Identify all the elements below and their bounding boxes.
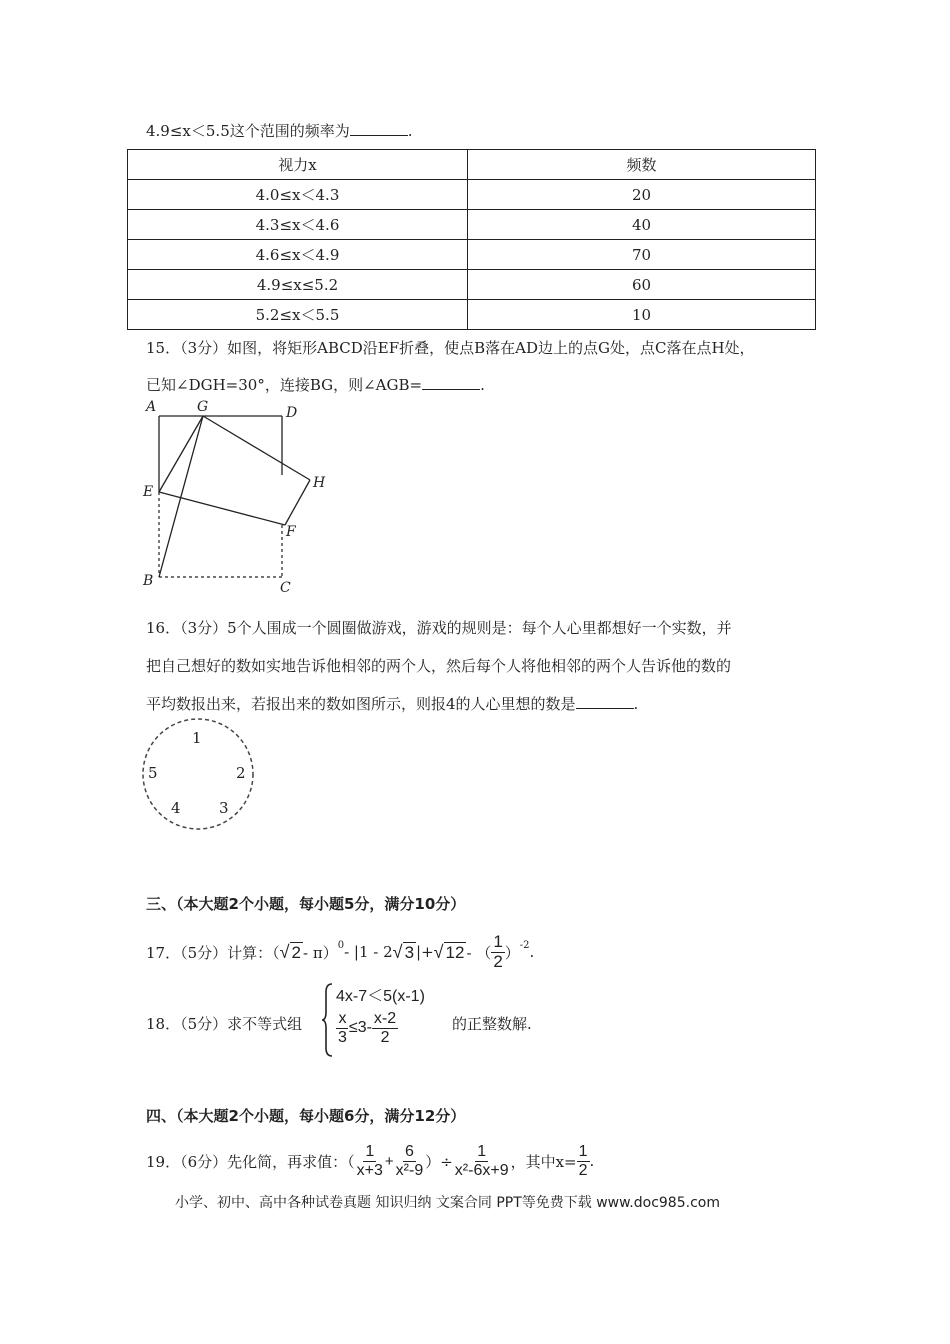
segment-bg (159, 416, 203, 577)
answer-blank (576, 696, 634, 709)
table-cell: 4.6≤x＜4.9 (128, 240, 468, 270)
sqrt-symbol: √ (392, 941, 403, 962)
table-cell: 10 (468, 300, 816, 330)
denominator: 2 (380, 1028, 390, 1046)
q19-line (146, 1137, 594, 1185)
table-cell: 20 (468, 180, 816, 210)
q19-end: . (589, 1152, 595, 1170)
section-3-title: 三、（本大题2个小题，每小题5分，满分10分） (146, 895, 466, 913)
where-clause: ，其中x= (510, 1152, 577, 1171)
numerator: 1 (365, 1142, 375, 1160)
radicand-2: 2 (291, 942, 301, 962)
numerator: 6 (404, 1142, 414, 1160)
numerator: x (338, 1010, 347, 1027)
label-g: G (197, 399, 209, 415)
label-e: E (143, 484, 154, 500)
fraction-x-minus-2-over-2 (372, 1010, 398, 1046)
segment-ge (159, 416, 203, 492)
footer-text: 小学、初中、高中各种试卷真题 知识归纳 文案合同 PPT等免费下载 www.doc985.com (175, 1195, 720, 1211)
frequency-table (127, 149, 816, 330)
circle-number: 2 (236, 764, 246, 782)
sqrt-symbol: √ (433, 941, 444, 962)
q16-line2: 把自己想好的数如实地告诉他相邻的两个人，然后每个人将他相邻的两个人告诉他的数的 (146, 657, 732, 675)
answer-blank (422, 377, 480, 390)
table-cell: 60 (468, 270, 816, 300)
q14-tail-text: 4.9≤x＜5.5这个范围的频率为 (146, 122, 350, 140)
circle-game-figure (140, 716, 260, 836)
table-row (128, 210, 816, 240)
table-row (128, 240, 816, 270)
label-d: D (286, 405, 298, 421)
divide-part: ）÷ (425, 1152, 453, 1171)
circle-number: 3 (219, 799, 229, 817)
denominator: x+3 (356, 1161, 383, 1179)
circle-number: 5 (148, 764, 158, 782)
label-c: C (280, 580, 291, 595)
inequality-1: 4x-7＜5(x-1) (336, 988, 425, 1005)
abs-close: |+ (416, 943, 434, 961)
q15-end: . (480, 376, 485, 394)
q15-line2-text: 已知∠DGH=30°，连接BG，则∠AGB= (146, 376, 423, 394)
paren-close: ） (504, 943, 520, 962)
table-cell: 70 (468, 240, 816, 270)
denominator: 2 (578, 1161, 588, 1179)
exponent-neg2: -2 (519, 940, 530, 951)
q16-line3-text: 平均数报出来，若报出来的数如图所示，则报4的人心里想的数是 (146, 695, 576, 713)
table-row (128, 270, 816, 300)
radicand-3: 3 (404, 942, 415, 962)
q15-line2 (146, 374, 485, 395)
circle-number: 4 (171, 799, 181, 817)
table-header: 视力x (128, 150, 468, 180)
exponent-0: 0 (337, 940, 345, 951)
answer-blank (350, 123, 408, 136)
numerator: x-2 (373, 1010, 397, 1027)
fraction-x-value (577, 1143, 590, 1179)
brace-icon (320, 982, 334, 1058)
q18-suffix: 的正整数解. (452, 1015, 532, 1033)
fraction-1-over-quadratic (453, 1143, 511, 1179)
table-header-row (128, 150, 816, 180)
q14-end: . (407, 122, 413, 140)
q17-end: . (529, 943, 535, 961)
q16-end: . (633, 695, 639, 713)
sqrt-symbol: √ (279, 941, 290, 962)
q17-line (146, 932, 534, 972)
circle-number: 1 (192, 729, 202, 747)
table-cell: 4.3≤x＜4.6 (128, 210, 468, 240)
denominator: x²-9 (395, 1161, 424, 1179)
numerator: 1 (493, 931, 503, 951)
table-cell: 40 (468, 210, 816, 240)
table-row (128, 300, 816, 330)
numerator: 1 (477, 1142, 487, 1160)
minus-paren: - （ (466, 943, 492, 962)
label-a: A (146, 399, 157, 415)
minus-pi: - π） (303, 943, 338, 962)
numerator: 1 (578, 1142, 588, 1160)
segment-gh (203, 416, 310, 480)
table-row (128, 180, 816, 210)
inequality-2 (336, 1010, 398, 1046)
table-header: 频数 (468, 150, 816, 180)
label-b: B (143, 573, 154, 589)
abs-part: - |1 - 2 (344, 943, 393, 961)
ineq2-middle: ≤3- (348, 1019, 372, 1037)
radicand-12: 12 (445, 942, 465, 962)
plus-sign: + (384, 1152, 394, 1170)
section-4-title: 四、（本大题2个小题，每小题6分，满分12分） (146, 1107, 466, 1125)
q17-prefix: 17．（5分）计算：（ (146, 943, 280, 962)
q15-line1: 15．（3分）如图，将矩形ABCD沿EF折叠，使点B落在AD边上的点G处，点C落在点H处， (146, 339, 755, 357)
q18-prefix: 18．（5分）求不等式组 (146, 1015, 303, 1033)
label-f: F (286, 524, 296, 540)
label-h: H (313, 475, 326, 491)
q16-line3 (146, 693, 638, 714)
denominator: x²-6x+9 (454, 1161, 509, 1179)
segment-hf (285, 480, 310, 525)
fraction-one-half (491, 933, 504, 971)
denominator: 3 (338, 1028, 347, 1046)
fraction-6-over-x2-minus-9 (394, 1143, 426, 1179)
fold-rectangle-figure (140, 395, 340, 595)
q14-text (146, 120, 413, 141)
q16-line1: 16．（3分）5个人围成一个圆圈做游戏，游戏的规则是：每个人心里都想好一个实数，并 (146, 619, 732, 637)
fraction-1-over-x-plus-3 (355, 1143, 385, 1179)
table-cell: 4.9≤x≤5.2 (128, 270, 468, 300)
table-cell: 5.2≤x＜5.5 (128, 300, 468, 330)
denominator: 2 (493, 951, 503, 971)
q19-prefix: 19．（6分）先化简，再求值：（ (146, 1152, 355, 1171)
fraction-x-over-3 (336, 1010, 349, 1046)
table-cell: 4.0≤x＜4.3 (128, 180, 468, 210)
